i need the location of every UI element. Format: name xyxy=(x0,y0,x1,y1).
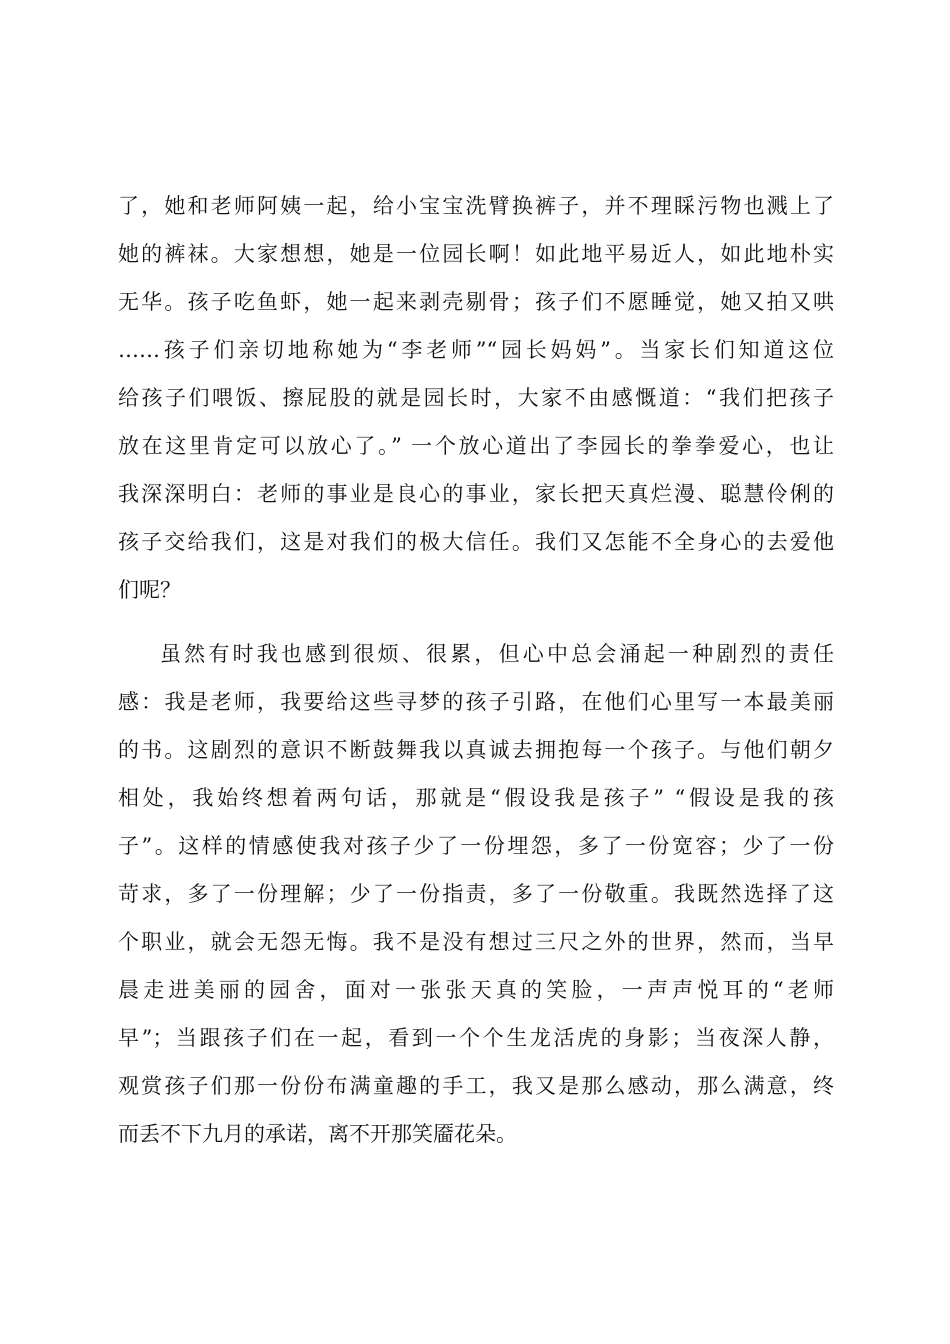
text-line: 放在这里肯定可以放心了。” 一个放心道出了李园长的拳拳爱心，也让 xyxy=(118,434,834,458)
text-line: 的书。这剧烈的意识不断鼓舞我以真诚去拥抱每一个孩子。与他们朝夕 xyxy=(118,738,834,762)
text-line: ……孩子们亲切地称她为“李老师”“园长妈妈”。当家长们知道这位 xyxy=(118,338,834,362)
text-line: 感：我是老师，我要给这些寻梦的孩子引路，在他们心里写一本最美丽 xyxy=(118,690,834,714)
text-line: 给孩子们喂饭、擦屁股的就是园长时，大家不由感慨道：“我们把孩子 xyxy=(118,386,834,410)
text-line: 她的裤袜。大家想想，她是一位园长啊！如此地平易近人，如此地朴实 xyxy=(118,242,834,266)
text-line: 观赏孩子们那一份份布满童趣的手工，我又是那么感动，那么满意，终 xyxy=(118,1074,834,1098)
text-line: 我深深明白：老师的事业是良心的事业，家长把天真烂漫、聪慧伶俐的 xyxy=(118,482,834,506)
text-line: 了，她和老师阿姨一起，给小宝宝洗臂换裤子，并不理睬污物也溅上了 xyxy=(118,194,834,218)
text-line: 早”；当跟孩子们在一起，看到一个个生龙活虎的身影；当夜深人静， xyxy=(118,1026,834,1050)
text-line: 们呢？ xyxy=(118,578,181,602)
text-line: 孩子交给我们，这是对我们的极大信任。我们又怎能不全身心的去爱他 xyxy=(118,530,834,554)
text-line: 晨走进美丽的园舍，面对一张张天真的笑脸，一声声悦耳的“老师 xyxy=(118,978,834,1002)
text-line: 个职业，就会无怨无悔。我不是没有想过三尺之外的世界，然而，当早 xyxy=(118,930,834,954)
paragraph-1 xyxy=(118,182,834,614)
text-line: 无华。孩子吃鱼虾，她一起来剥壳剔骨；孩子们不愿睡觉，她又拍又哄 xyxy=(118,290,834,314)
paragraph-2 xyxy=(118,630,834,1158)
text-line: 子”。这样的情感使我对孩子少了一份埋怨，多了一份宽容；少了一份 xyxy=(118,834,834,858)
text-line: 虽然有时我也感到很烦、很累，但心中总会涌起一种剧烈的责任 xyxy=(160,642,834,666)
text-line: 相处，我始终想着两句话，那就是“假设我是孩子” “假设是我的孩 xyxy=(118,786,834,810)
text-line: 而丢不下九月的承诺，离不开那笑靥花朵。 xyxy=(118,1122,517,1146)
text-line: 苛求，多了一份理解；少了一份指责，多了一份敬重。我既然选择了这 xyxy=(118,882,834,906)
